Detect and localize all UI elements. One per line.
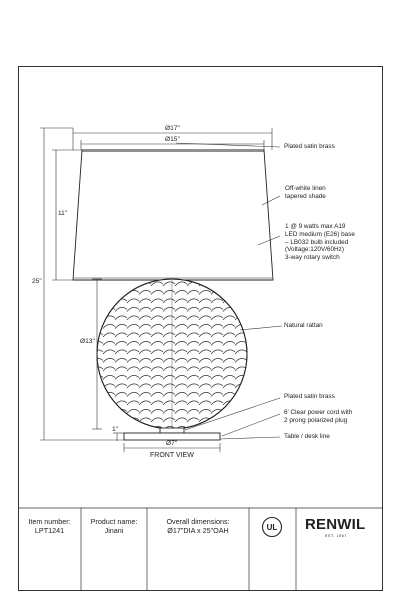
callout-bulb-line: LED medium (E26) base [285, 230, 355, 238]
view-label: FRONT VIEW [150, 452, 194, 459]
callout-neck: Plated satin brass [284, 393, 335, 400]
dim-shade-top-diameter: Ø15" [165, 136, 180, 143]
lamp-shade [73, 150, 273, 280]
dim-foot-diameter: Ø7" [166, 440, 178, 447]
dim-shade-height: 11" [58, 210, 68, 217]
callout-bulb [285, 223, 355, 262]
callout-shade-line: Off-white linen [285, 185, 326, 192]
callout-shade-line: tapered shade [285, 192, 326, 200]
callout-bulb-line: (Voltage:120V/60Hz) [285, 246, 344, 254]
callout-cord-line: 2 prong polarized plug [284, 416, 348, 424]
lamp-foot [124, 428, 220, 440]
callout-cord-line: 6' Clear power cord with [284, 409, 353, 416]
callout-shade [285, 185, 326, 201]
item-number-label: Item number: [28, 517, 71, 526]
product-name-label: Product name: [90, 517, 138, 526]
callout-bulb-line: 3-way rotary switch [285, 254, 340, 262]
product-name-value: Jinani [104, 526, 124, 535]
callout-cord [284, 409, 352, 425]
brand-logo: RENWIL [305, 516, 366, 533]
overall-dimensions-label: Overall dimensions: [166, 517, 230, 526]
ul-listed-icon [261, 516, 283, 538]
dim-overall-height: 25" [32, 278, 42, 285]
overall-dimensions-cell [147, 517, 249, 535]
item-number-value: LPT1241 [34, 526, 65, 535]
dim-base-diameter: Ø13" [80, 338, 95, 345]
dim-foot-height: 1" [112, 426, 119, 433]
callout-finial: Plated satin brass [284, 143, 335, 150]
callout-table: Table / desk line [284, 433, 330, 440]
overall-dimensions-value: Ø17"DIA x 25"OAH [167, 526, 229, 535]
callout-bulb-line: 1 @ 9 watts max A19 [285, 223, 346, 230]
rattan-body [91, 279, 259, 431]
ul-listed-text: UL [266, 523, 278, 532]
callout-bulb-line: – LB032 bulb included [285, 238, 349, 246]
item-number-cell [18, 517, 81, 535]
brand-established: EST. 1967 [325, 534, 347, 538]
dim-overall-diameter: Ø17" [165, 125, 180, 132]
product-name-cell [81, 517, 147, 535]
callout-body: Natural rattan [284, 322, 323, 329]
